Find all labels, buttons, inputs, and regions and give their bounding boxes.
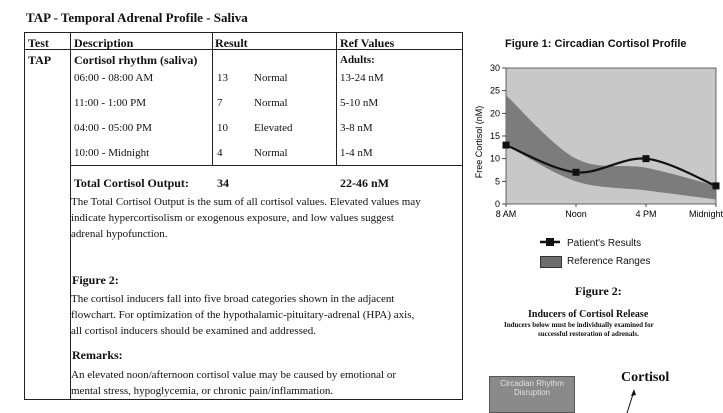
row-3-time: 04:00 - 05:00 PM: [74, 122, 152, 134]
row-4-value: 4: [217, 147, 223, 159]
x-tick-label: Midnight: [688, 209, 723, 219]
results-table: [24, 32, 463, 400]
row-4-time: 10:00 - Midnight: [74, 147, 150, 159]
row-2-status: Normal: [254, 97, 288, 109]
figure2-note-line-1: Inducers below must be individually examined for: [504, 321, 654, 329]
figure2-subtitle: Inducers of Cortisol Release: [528, 309, 649, 320]
document-title: TAP - Temporal Adrenal Profile - Saliva: [26, 10, 248, 25]
row-2-time: 11:00 - 1:00 PM: [74, 97, 147, 109]
col-divider-result: [336, 33, 337, 165]
row-3-ref: 3-8 nM: [340, 122, 373, 134]
y-tick-label: 15: [489, 131, 500, 141]
y-tick-label: 30: [489, 63, 500, 73]
arrow-up-icon: [622, 388, 640, 413]
row-4-ref: 1-4 nM: [340, 147, 373, 159]
legend-reference-label: Reference Ranges: [567, 256, 651, 267]
patient-point: [573, 169, 580, 176]
remarks-text: An elevated noon/afternoon cortisol value may be caused by emotional or mental stress, hypoglycemia, or chronic pain/inflammation.: [71, 369, 397, 397]
total-value: 34: [217, 176, 229, 190]
y-tick-label: 25: [489, 85, 500, 96]
header-description: Description: [74, 36, 134, 50]
row-4-status: Normal: [254, 147, 288, 159]
x-axis: [496, 204, 723, 219]
x-tick-label: 4 PM: [635, 209, 657, 219]
section-title: Cortisol rhythm (saliva): [74, 53, 198, 67]
legend-patient-swatch: [540, 236, 560, 248]
header-result: Result: [215, 36, 248, 50]
x-tick-label: 8 AM: [495, 209, 517, 219]
row-3-status: Elevated: [254, 122, 293, 134]
x-tick-label: Noon: [565, 209, 587, 219]
y-tick-label: 5: [494, 176, 500, 187]
patient-point: [643, 155, 650, 162]
figure2-description: The cortisol inducers fall into five broad categories shown in the adjacent flowchart. For optimization of the hypothalamic-pituitary-adrenal (HPA) axis, all cortisol inducers should be examined and addressed.: [71, 293, 415, 337]
remarks-heading: Remarks:: [72, 348, 123, 362]
circadian-rhythm-box: Circadian Rhythm Disruption: [489, 376, 575, 413]
figure2-note-line-2: successful restoration of adrenals.: [538, 330, 639, 338]
cortisol-chart: [470, 58, 723, 226]
y-axis: [490, 63, 506, 209]
col-divider-desc: [212, 33, 213, 165]
row-2-ref: 5-10 nM: [340, 97, 379, 109]
y-axis-label: Free Cortisol (nM): [474, 105, 484, 179]
patient-point: [713, 182, 720, 189]
rows-divider: [70, 165, 462, 166]
row-1-ref: 13-24 nM: [340, 72, 384, 84]
figure2-title: Figure 2:: [575, 284, 622, 298]
figure1-title: Figure 1: Circadian Cortisol Profile: [505, 38, 687, 50]
row-2-value: 7: [217, 97, 223, 109]
y-tick-label: 0: [494, 199, 500, 209]
total-label: Total Cortisol Output:: [74, 176, 189, 190]
y-tick-label: 20: [489, 108, 500, 119]
test-code: TAP: [28, 53, 52, 67]
figure2-heading: Figure 2:: [72, 273, 119, 287]
legend-reference-swatch: [540, 256, 562, 268]
header-test: Test: [28, 36, 49, 50]
row-3-value: 10: [217, 122, 228, 134]
row-1-time: 06:00 - 08:00 AM: [74, 72, 154, 84]
total-description: The Total Cortisol Output is the sum of all cortisol values. Elevated values may indicate hypercortisolism or exogenous exposure, and low values suggest adrenal hypofunction.: [71, 196, 421, 240]
patient-point: [503, 142, 510, 149]
total-ref: 22-46 nM: [340, 176, 389, 190]
header-ref-values: Ref Values: [340, 36, 395, 50]
cortisol-node-label: Cortisol: [621, 370, 670, 385]
ref-group: Adults:: [340, 54, 375, 66]
legend-patient-label: Patient's Results: [567, 238, 642, 249]
row-1-status: Normal: [254, 72, 288, 84]
y-tick-label: 10: [489, 153, 500, 164]
row-1-value: 13: [217, 72, 228, 84]
